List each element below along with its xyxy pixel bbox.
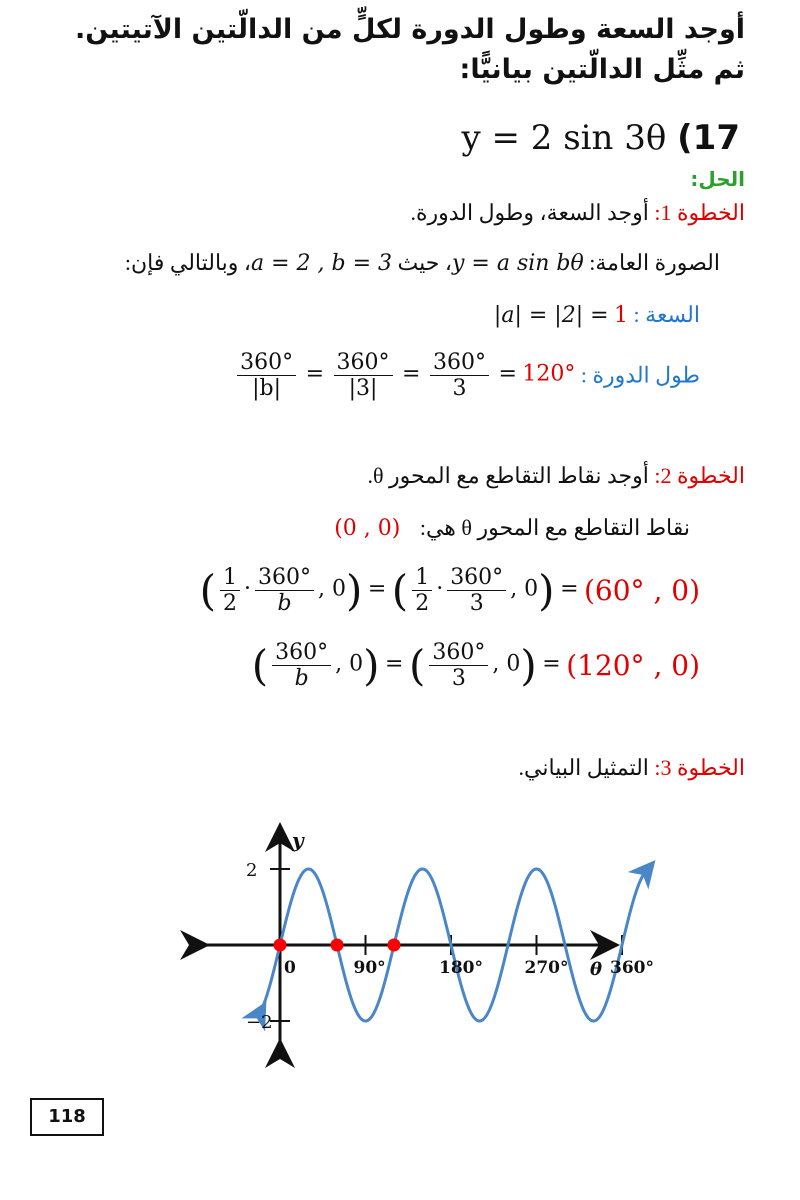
step1-text: أوجد السعة، وطول الدورة. [410,200,649,225]
period-line: طول الدورة : $\frac{360^\circ}{|b|}$ = $\frac{360^\circ}{|3|}$ = $\frac{360^\circ}{3}$ = 120° [233,350,700,401]
period-den-2: |3| [348,376,378,401]
period-value: 120° [522,361,576,387]
y-axis-label: y [292,828,304,852]
intercept-point-1 [331,939,344,952]
x-tick-label-3: 270° [524,958,569,978]
step2 [367,463,745,489]
general-form-values: a = 2 , b = 3 [251,251,393,276]
amplitude-expr: |a| = |2| = [493,303,609,328]
period-num-1: 360° [237,350,296,376]
y-tick-label-0: 2 [246,860,258,881]
intercept-first: (0 , 0) [334,516,401,541]
problem-heading: أوجد السعة وطول الدورة لكلٍّ من الدالّتين الآتيتين. ثم مثِّل الدالّتين بيانيًّا: [75,14,745,85]
general-form-where: ، حيث [397,250,452,275]
period-label: طول الدورة : [580,362,700,388]
problem-number: (17 [677,118,740,158]
step2-text: أوجد نقاط التقاطع مع المحور θ. [367,463,649,488]
step1 [410,200,745,226]
period-num-3: 360° [430,350,489,376]
general-form-prefix: الصورة العامة: [589,250,720,275]
intercept-point-0 [274,939,287,952]
intercepts-intro: نقاط التقاطع مع المحور θ هي: [419,515,690,540]
intercept-third: (120° , 0) [566,649,700,682]
period-den-3: 3 [452,376,467,401]
amplitude-line [494,302,700,328]
x-tick-label-4: 360° [610,958,654,978]
problem-statement [461,118,740,158]
problem-equation: y = 2 sin 3θ [461,118,667,158]
x-tick-label-0: 0 [284,958,296,978]
intercept-second: (60° , 0) [584,574,700,607]
intercept-second-line: ( $\frac{1}{2}$ · $\frac{360^\circ}{b}$ , 0) = ( $\frac{1}{2}$ · $\frac{360^\circ}{3}$ , 0) = (60° , 0) [199,565,700,616]
step2-label: الخطوة 2: [654,463,745,488]
intercepts-intro-line [334,515,690,541]
general-form [125,250,720,276]
x-axis-label: θ [590,959,603,980]
solution-label: الحل: [690,167,745,191]
sine-graph [180,825,654,1065]
step3-text: التمثيل البياني. [518,755,649,780]
step3-label: الخطوة 3: [654,755,745,780]
period-den-1: |b| [252,376,282,401]
x-tick-label-2: 180° [439,958,483,978]
intercept-point-2 [388,939,401,952]
intercept-third-line: ( $\frac{360^\circ}{b}$ , 0) = ( $\frac{360^\circ}{3}$ , 0) = (120° , 0) [251,640,700,691]
page-number: 118 [30,1098,104,1136]
general-form-formula: y = a sin bθ [451,251,584,276]
x-tick-label-1: 90° [353,958,386,978]
period-num-2: 360° [334,350,393,376]
step3 [519,755,745,781]
amplitude-value: 1 [614,303,629,328]
y-tick-label-1: −2 [246,1012,273,1033]
general-form-suffix: ، وبالتالي فإن: [124,250,252,275]
amplitude-label: السعة : [633,302,700,327]
step1-label: الخطوة 1: [654,200,745,225]
